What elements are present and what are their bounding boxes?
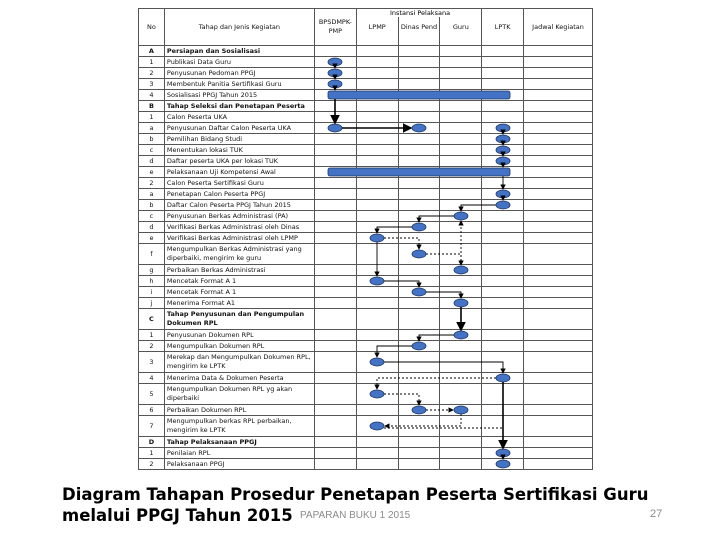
row-number: e (139, 233, 165, 244)
row-label: Publikasi Data Guru (164, 57, 314, 68)
row-label: Verifikasi Berkas Administrasi oleh Dinas (164, 222, 314, 233)
row-label: Sosialisasi PPGJ Tahun 2015 (164, 90, 314, 101)
row-number: h (139, 276, 165, 287)
flow-arrow (377, 227, 412, 233)
row-number: B (139, 101, 165, 112)
row-label: Mengumpulkan berkas RPL perbaikan, mengirim ke LPTK (164, 416, 314, 437)
row-label: Verifikasi Berkas Administrasi oleh LPMP (164, 233, 314, 244)
row-label: Calon Peserta Sertifikasi Guru (164, 178, 314, 189)
row-label: Merekap dan Mengumpulkan Dokumen RPL, mengirim ke LPTK (164, 352, 314, 373)
row-number: C (139, 309, 165, 330)
row-label: Calon Peserta UKA (164, 112, 314, 123)
flow-node (454, 406, 468, 414)
row-label: Penyusunan Daftar Calon Peserta UKA (164, 123, 314, 134)
row-number: 1 (139, 448, 165, 459)
row-number: b (139, 134, 165, 145)
row-number: d (139, 156, 165, 167)
flow-node (412, 124, 426, 132)
flow-arrow (384, 362, 503, 373)
flow-node (412, 342, 426, 350)
caption-line-1: Diagram Tahapan Prosedur Penetapan Peserta Sertifikasi Guru (62, 485, 649, 504)
row-label: Menerima Format A1 (164, 298, 314, 309)
header-tahap: Tahap dan Jenis Kegiatan (164, 9, 314, 46)
caption-line-2: melalui PPGJ Tahun 2015 (62, 506, 293, 525)
row-number: i (139, 287, 165, 298)
row-label: Membentuk Panitia Sertifikasi Guru (164, 79, 314, 90)
row-number: a (139, 123, 165, 134)
header-col-2: LPMP (356, 9, 398, 46)
row-number: a (139, 189, 165, 200)
row-number: A (139, 46, 165, 57)
flow-node (412, 223, 426, 231)
row-label: Mengumpulkan Berkas Administrasi yang diperbaiki, mengirim ke guru (164, 244, 314, 265)
flow-arrow (419, 335, 454, 341)
row-label: Mencetak Format A 1 (164, 276, 314, 287)
flow-node (412, 406, 426, 414)
row-number: 2 (139, 68, 165, 79)
flow-node (454, 212, 468, 220)
flow-arrow (426, 254, 461, 265)
flow-arrow (384, 281, 419, 287)
row-number: 2 (139, 459, 165, 470)
row-label: Pelaksanaan PPGJ (164, 459, 314, 470)
flow-arrow (377, 378, 496, 389)
flow-node (328, 69, 342, 77)
row-number: 6 (139, 405, 165, 416)
row-label: Pelaksanaan Uji Kompetensi Awal (164, 167, 314, 178)
row-label: Daftar Calon Peserta PPGJ Tahun 2015 (164, 200, 314, 211)
flow-node (370, 234, 384, 242)
row-number: f (139, 244, 165, 265)
row-label: Persiapan dan Sosialisasi (164, 46, 314, 57)
flow-arrow (426, 292, 461, 298)
row-label: Pemilihan Bidang Studi (164, 134, 314, 145)
row-label: Daftar peserta UKA per lokasi TUK (164, 156, 314, 167)
header-jadwal: Jadwal Kegiatan (524, 9, 593, 46)
row-number: b (139, 200, 165, 211)
row-label: Penyusunan Dokumen RPL (164, 330, 314, 341)
row-number: e (139, 167, 165, 178)
header-col-1: BPSDMPK-PMP (314, 9, 356, 46)
footer-text: PAPARAN BUKU 1 2015 (300, 510, 411, 521)
row-number: 3 (139, 79, 165, 90)
row-number: 7 (139, 416, 165, 437)
row-label: Tahap Penyusunan dan Pengumpulan Dokumen RPL (164, 309, 314, 330)
flow-arrow (384, 238, 419, 249)
flow-node (496, 460, 510, 468)
flow-arrow (461, 205, 496, 211)
uka-bar (328, 168, 510, 176)
flow-arrows (138, 8, 593, 480)
flow-arrow (384, 428, 503, 448)
row-number: 2 (139, 178, 165, 189)
flow-diagram (138, 8, 593, 480)
flow-arrow (384, 394, 419, 405)
page-number: 27 (650, 508, 663, 520)
row-number: 1 (139, 330, 165, 341)
flow-node (370, 422, 384, 430)
row-label: Penyusunan Berkas Administrasi (PA) (164, 211, 314, 222)
flow-node (496, 157, 510, 165)
flow-node (496, 124, 510, 132)
row-number: 5 (139, 384, 165, 405)
row-number: c (139, 145, 165, 156)
flow-node (496, 374, 510, 382)
row-number: d (139, 222, 165, 233)
row-number: 1 (139, 57, 165, 68)
header-col-3: Dinas Pend (398, 9, 440, 46)
header-col-5: LPTK (482, 9, 524, 46)
flow-arrow (385, 414, 461, 426)
header-no: No (139, 9, 165, 46)
row-number: 4 (139, 373, 165, 384)
header-col-4: Guru (440, 9, 482, 46)
row-number: 2 (139, 341, 165, 352)
flow-node (328, 80, 342, 88)
row-label: Tahap Seleksi dan Penetapan Peserta (164, 101, 314, 112)
flow-node (328, 124, 342, 132)
flow-node (496, 190, 510, 198)
row-number: 3 (139, 352, 165, 373)
flow-node (370, 277, 384, 285)
row-number: 4 (139, 90, 165, 101)
row-number: D (139, 437, 165, 448)
flow-node (454, 266, 468, 274)
flow-node (412, 288, 426, 296)
row-label: Mengumpulkan Dokumen RPL (164, 341, 314, 352)
row-label: Tahap Pelaksanaan PPGJ (164, 437, 314, 448)
row-label: Mengumpulkan Dokumen RPL yg akan diperbaiki (164, 384, 314, 405)
row-label: Penilaian RPL (164, 448, 314, 459)
flow-node (496, 135, 510, 143)
row-label: Perbaikan Berkas Administrasi (164, 265, 314, 276)
flow-node (496, 146, 510, 154)
flow-node (328, 58, 342, 66)
flow-arrow (419, 216, 454, 222)
flow-node (370, 390, 384, 398)
flow-node (370, 358, 384, 366)
row-label: Penyusunan Pedoman PPGJ (164, 68, 314, 79)
flow-node (454, 331, 468, 339)
flow-node (412, 250, 426, 258)
flow-node (496, 449, 510, 457)
row-label: Menentukan lokasi TUK (164, 145, 314, 156)
row-number: 1 (139, 112, 165, 123)
sosialisasi-bar (328, 91, 510, 99)
row-label: Perbaikan Dokumen RPL (164, 405, 314, 416)
row-label: Mencetak Format A 1 (164, 287, 314, 298)
flow-node (496, 201, 510, 209)
row-label: Penetapan Calon Peserta PPGJ (164, 189, 314, 200)
row-number: g (139, 265, 165, 276)
row-number: c (139, 211, 165, 222)
flow-arrow (377, 346, 412, 357)
row-number: j (139, 298, 165, 309)
header-instansi: Instansi Pelaksana (390, 9, 451, 17)
flow-node (454, 299, 468, 307)
row-label: Menerima Data & Dokumen Peserta (164, 373, 314, 384)
